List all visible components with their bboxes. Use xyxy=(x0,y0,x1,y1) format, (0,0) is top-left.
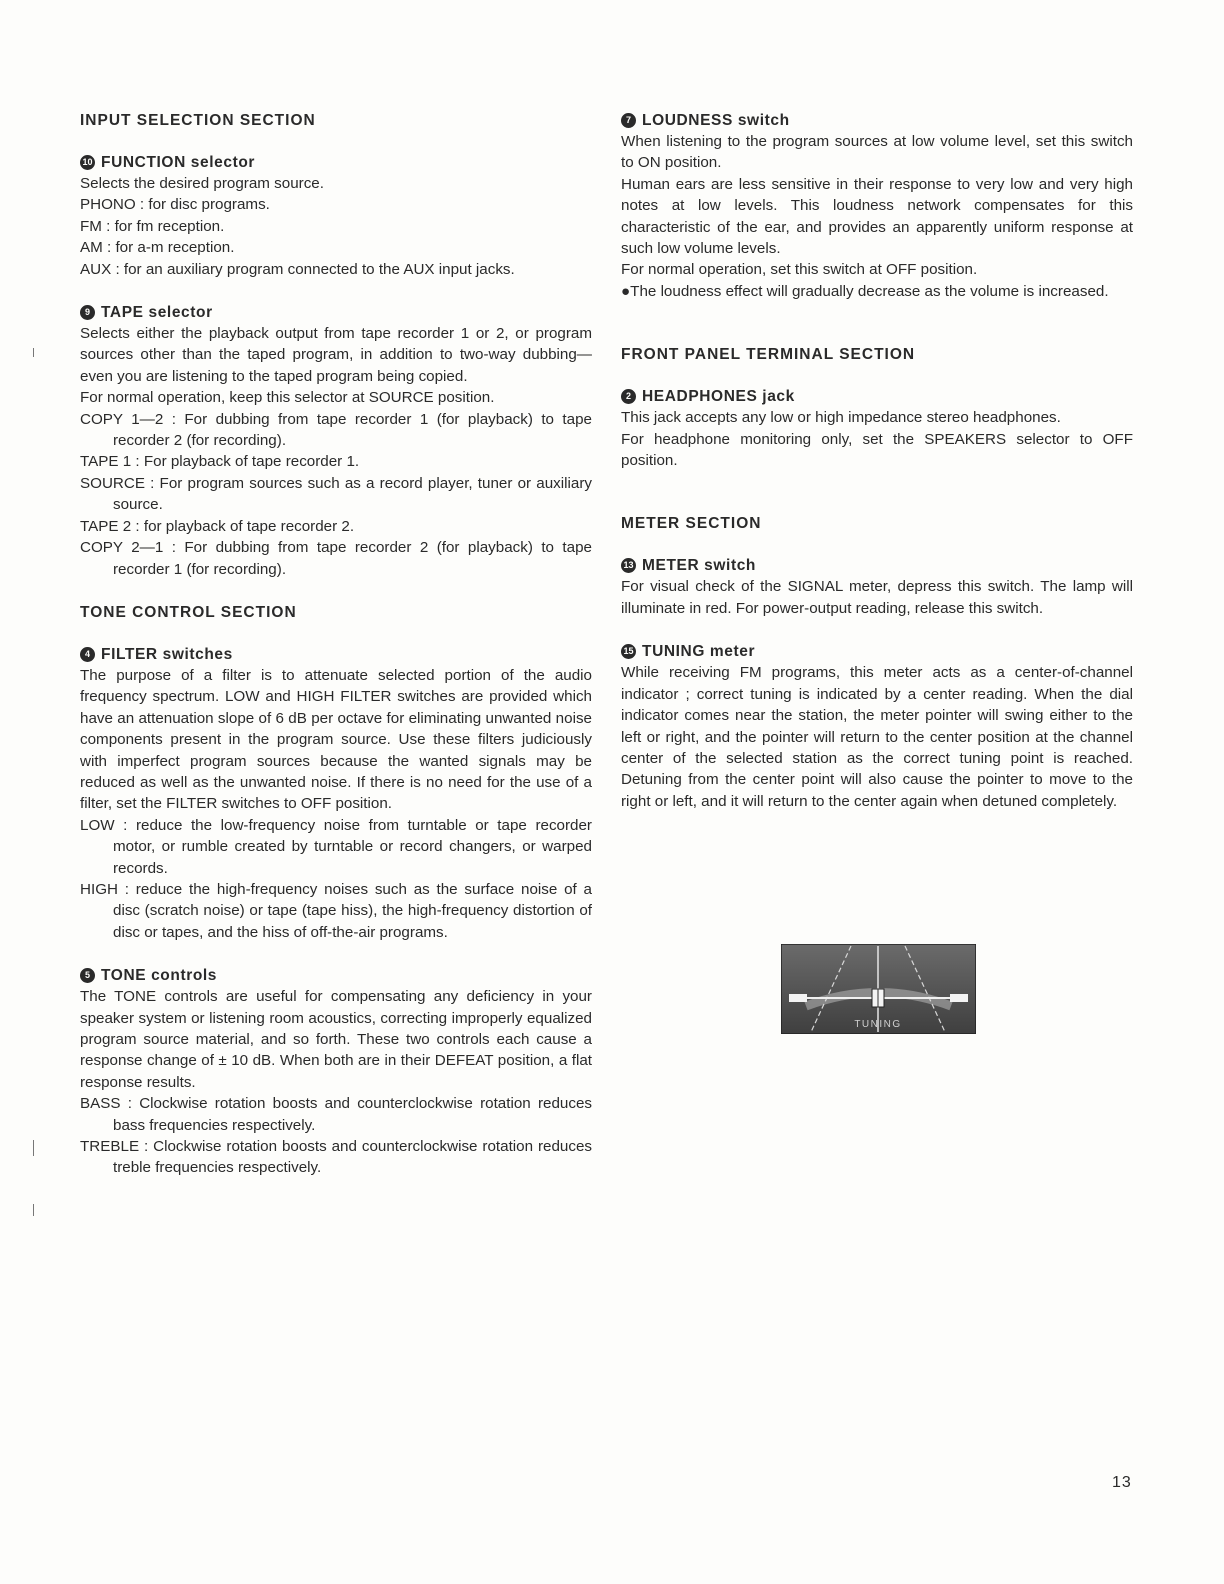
input-selection-heading: INPUT SELECTION SECTION xyxy=(80,112,316,129)
tone-item: BASS : Clockwise rotation boosts and counterclockwise rotation reduces bass frequencies respectively. xyxy=(80,1095,592,1134)
page-number: 13 xyxy=(1112,1474,1132,1491)
tape-selector-title: 9 TAPE selector xyxy=(80,302,592,323)
tuning-meter-title: 15 TUNING meter xyxy=(621,641,1133,662)
headphones-paragraph: This jack accepts any low or high impedance stereo headphones. xyxy=(621,409,1061,427)
scan-mark xyxy=(33,1140,34,1156)
meter-section-heading: METER SECTION xyxy=(621,515,762,533)
tape-paragraph: For normal operation, keep this selector at SOURCE position. xyxy=(80,389,495,407)
loudness-paragraph: ●The loudness effect will gradually decrease as the volume is increased. xyxy=(621,282,1109,300)
item-number-badge: 13 xyxy=(621,558,636,573)
function-selector-title: 10 FUNCTION selector xyxy=(80,152,592,173)
meter-switch-title: 13 METER switch xyxy=(621,555,1133,576)
loudness-paragraph: Human ears are less sensitive in their response to very low and very high notes at low levels. This loudness network compensates for this characteristic of the ear, and provides an apparently uniform response at such low volume levels. xyxy=(621,175,1133,258)
tuning-meter-section xyxy=(621,641,1133,812)
tone-item: TREBLE : Clockwise rotation boosts and counterclockwise rotation reduces treble frequencies respectively. xyxy=(80,1138,592,1177)
filter-item: LOW : reduce the low-frequency noise from turntable or tape recorder motor, or rumble created by turntable or record changers, or warped records. xyxy=(80,816,592,877)
meter-switch-paragraph: For visual check of the SIGNAL meter, depress this switch. The lamp will illuminate in red. For power-output reading, release this switch. xyxy=(621,578,1133,617)
filter-item: HIGH : reduce the high-frequency noises such as the surface noise of a disc (scratch noise) or tape (tape hiss), the high-frequency distortion of disc or tapes, and the hiss of off-the-air programs. xyxy=(80,880,592,941)
right-column xyxy=(621,110,1133,812)
function-line: AM : for a-m reception. xyxy=(80,239,235,257)
tuning-meter-paragraph: While receiving FM programs, this meter acts as a center-of-channel indicator ; correct tuning is indicated by a center reading. When the dial indicator comes near the station, the meter pointer will swing either to the left or right, and the pointer will return to the center position at the channel center of the selected station as the correct tuning point is reached. Detuning from the center point will also cause the pointer to move to the right or left, and it will return to the center again when detuned completely. xyxy=(621,664,1133,810)
item-number-badge: 15 xyxy=(621,644,636,659)
left-column xyxy=(80,110,592,1179)
headphones-paragraph: For headphone monitoring only, set the SPEAKERS selector to OFF position. xyxy=(621,430,1133,470)
item-number-badge: 5 xyxy=(80,968,95,983)
tape-selector-section xyxy=(80,302,592,580)
item-number-badge: 9 xyxy=(80,305,95,320)
function-line: FM : for fm reception. xyxy=(80,217,225,235)
function-line: AUX : for an auxiliary program connected to the AUX input jacks. xyxy=(80,260,515,278)
function-line: Selects the desired program source. xyxy=(80,175,324,192)
front-panel-heading: FRONT PANEL TERMINAL SECTION xyxy=(621,346,916,364)
meter-switch-section xyxy=(621,555,1133,619)
tone-controls-section xyxy=(80,965,592,1179)
tuning-label: TUNING xyxy=(854,1019,902,1030)
filter-switches-title: 4 FILTER switches xyxy=(80,644,592,665)
tape-item: COPY 1—2 : For dubbing from tape recorder 1 (for playback) to tape recorder 2 (for recording). xyxy=(80,410,592,450)
loudness-paragraph: For normal operation, set this switch at OFF position. xyxy=(621,261,978,279)
item-number-badge: 10 xyxy=(80,155,95,170)
item-number-badge: 4 xyxy=(80,647,95,662)
tone-paragraph: The TONE controls are useful for compensating any deficiency in your speaker system or listening room acoustics, correcting improperly equalized program source material, and so forth. These two controls each cause a response change of ± 10 dB. When both are in their DEFEAT position, a flat response results. xyxy=(80,988,592,1091)
item-number-badge: 7 xyxy=(621,113,636,128)
loudness-switch-section xyxy=(621,110,1133,302)
tape-paragraph: Selects either the playback output from tape recorder 1 or 2, or program sources other than the taped program, in addition to two-way dubbing—even you are listening to the taped program being copied. xyxy=(80,325,592,385)
filter-switches-section xyxy=(80,644,592,943)
tone-control-heading: TONE CONTROL SECTION xyxy=(80,603,297,621)
function-line: PHONO : for disc programs. xyxy=(80,196,270,214)
tape-item: TAPE 2 : for playback of tape recorder 2. xyxy=(80,517,355,535)
filter-paragraph: The purpose of a filter is to attenuate selected portion of the audio frequency spectrum. LOW and HIGH FILTER switches are provided which have an attenuation slope of 6 dB per octave for eliminating unwanted noise components present in the program source. Use these filters judiciously with imperfect program sources because the wanted signals may be reduced as well as the unwanted noise. If there is no need for the use of a filter, set the FILTER switches to OFF position. xyxy=(80,666,592,813)
loudness-paragraph: When listening to the program sources at low volume level, set this switch to ON position. xyxy=(621,133,1133,172)
function-selector-section xyxy=(80,152,592,280)
item-number-badge: 2 xyxy=(621,389,636,404)
headphones-jack-title: 2 HEADPHONES jack xyxy=(621,386,1133,407)
tape-item: TAPE 1 : For playback of tape recorder 1. xyxy=(80,453,360,471)
tape-item: SOURCE : For program sources such as a record player, tuner or auxiliary source. xyxy=(80,474,592,514)
tone-controls-title: 5 TONE controls xyxy=(80,965,592,986)
headphones-jack-section xyxy=(621,386,1133,471)
loudness-switch-title: 7 LOUDNESS switch xyxy=(621,110,1133,131)
scan-mark xyxy=(33,1204,34,1216)
scan-mark xyxy=(33,348,34,357)
tape-item: COPY 2—1 : For dubbing from tape recorder 2 (for playback) to tape recorder 1 (for recording). xyxy=(80,539,592,578)
tuning-meter-figure xyxy=(781,944,976,1034)
